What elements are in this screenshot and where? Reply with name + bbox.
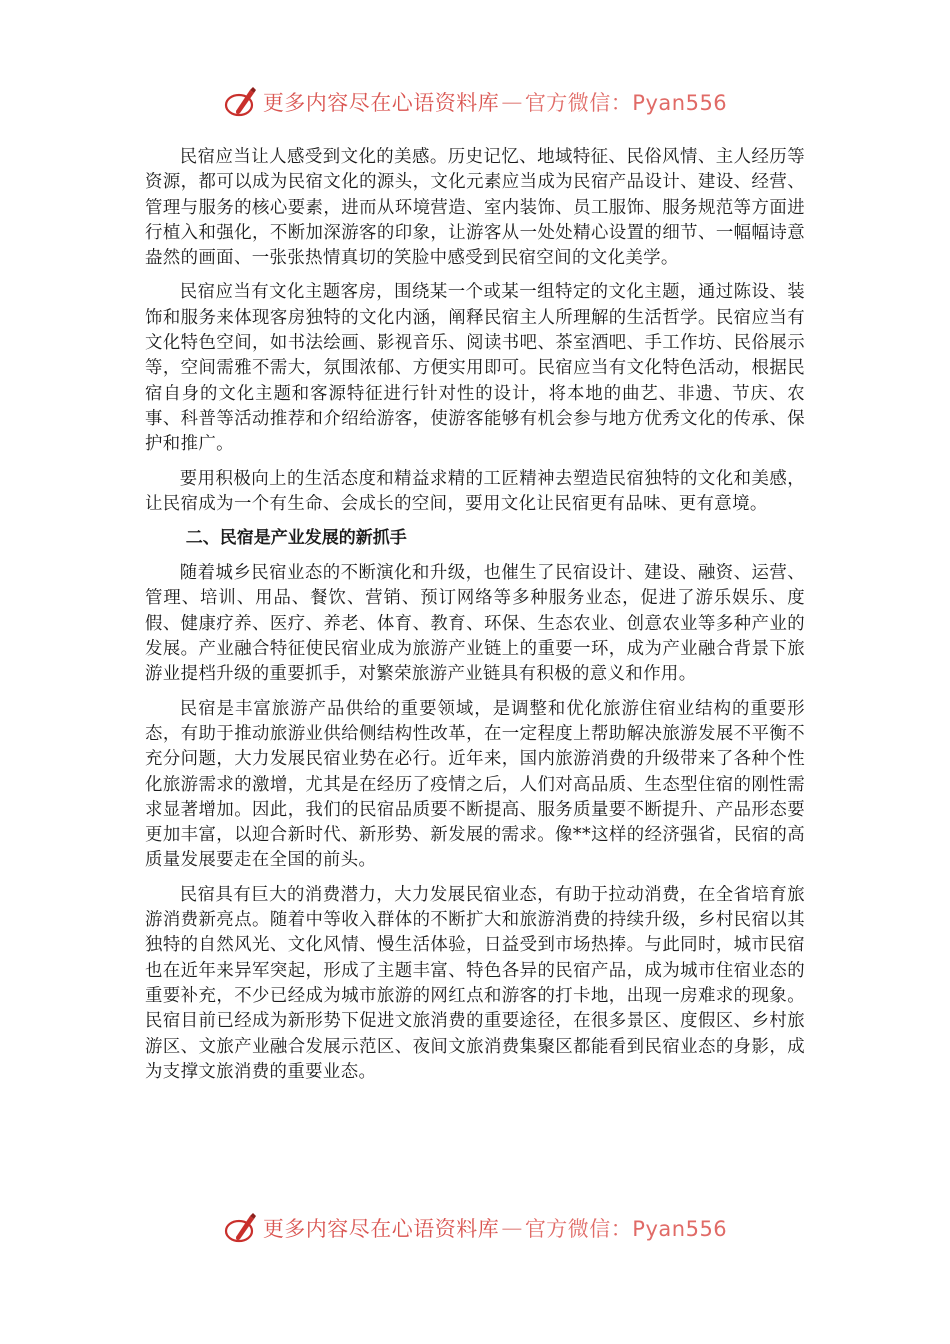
header-banner	[0, 82, 950, 122]
paragraph: 随着城乡民宿业态的不断演化和升级，也催生了民宿设计、建设、融资、运营、管理、培训、用品、餐饮、营销、预订网络等多种服务业态，促进了游乐娱乐、度假、健康疗养、医疗、养老、体育、教育、环保、生态农业、创意农业等多种产业的发展。产业融合特征使民宿业成为旅游产业链上的重要一环，成为产业融合背景下旅游业提档升级的重要抓手，对繁荣旅游产业链具有积极的意义和作用。	[145, 563, 805, 685]
paragraph: 民宿应当有文化主题客房，围绕某一个或某一组特定的文化主题，通过陈设、装饰和服务来体现客房独特的文化内涵，阐释民宿主人所理解的生活哲学。民宿应当有文化特色空间，如书法绘画、影视音乐、阅读书吧、茶室酒吧、手工作坊、民俗展示等，空间需雅不需大，氛围浓郁、方便实用即可。民宿应当有文化特色活动，根据民宿自身的文化主题和客源特征进行针对性的设计，将本地的曲艺、非遗、节庆、农事、科普等活动推荐和介绍给游客，使游客能够有机会参与地方优秀文化的传承、保护和推广。	[145, 282, 805, 455]
banner-contact: 官方微信：Pyan556	[524, 91, 728, 115]
paragraph: 民宿具有巨大的消费潜力，大力发展民宿业态，有助于拉动消费，在全省培育旅游消费新亮点。随着中等收入群体的不断扩大和旅游消费的持续升级，乡村民宿以其独特的自然风光、文化风情、慢生活体验，日益受到市场热捧。与此同时，城市民宿也在近年来异军突起，形成了主题丰富、特色各异的民宿产品，成为城市住宿业态的重要补充，不少已经成为城市旅游的网红点和游客的打卡地，出现一房难求的现象。民宿目前已经成为新形势下促进文旅消费的重要途径，在很多景区、度假区、乡村旅游区、文旅产业融合发展示范区、夜间文旅消费集聚区都能看到民宿业态的身影，成为支撑文旅消费的重要业态。	[145, 884, 805, 1082]
paragraph: 民宿是丰富旅游产品供给的重要领域，是调整和优化旅游住宿业结构的重要形态，有助于推动旅游业供给侧结构性改革，在一定程度上帮助解决旅游发展不平衡不充分问题，大力发展民宿业势在必行。近年来，国内旅游消费的升级带来了各种个性化旅游需求的激增，尤其是在经历了疫情之后，人们对高品质、生态型住宿的刚性需求显著增加。因此，我们的民宿品质要不断提高、服务质量要不断提升、产品形态要更加丰富，以迎合新时代、新形势、新发展的需求。像**这样的经济强省，民宿的高质量发展要走在全国的前头。	[145, 698, 805, 871]
paragraph: 要用积极向上的生活态度和精益求精的工匠精神去塑造民宿独特的文化和美感，让民宿成为一个有生命、会成长的空间，要用文化让民宿更有品味、更有意境。	[145, 468, 805, 514]
banner-contact: 官方微信：Pyan556	[524, 1217, 728, 1241]
section-heading: 二、民宿是产业发展的新抓手	[185, 528, 407, 549]
pen-nib-logo-icon	[223, 84, 259, 120]
paragraph: 民宿应当让人感受到文化的美感。历史记忆、地域特征、民俗风情、主人经历等资源，都可以成为民宿文化的源头，文化元素应当成为民宿产品设计、建设、经营、管理与服务的核心要素，进而从环境营造、室内装饰、员工服饰、服务规范等方面进行植入和强化，不断加深游客的印象，让游客从一处处精心设置的细节、一幅幅诗意盎然的画面、一张张热情真切的笑脸中感受到民宿空间的文化美学。	[145, 147, 805, 269]
banner-separator: —	[501, 1216, 523, 1240]
banner-title: 更多内容尽在心语资料库	[262, 91, 500, 115]
pen-nib-logo-icon	[223, 1210, 259, 1246]
banner-separator: —	[501, 90, 523, 114]
footer-banner	[0, 1208, 950, 1248]
document-body	[145, 145, 805, 1094]
banner-title: 更多内容尽在心语资料库	[262, 1217, 500, 1241]
